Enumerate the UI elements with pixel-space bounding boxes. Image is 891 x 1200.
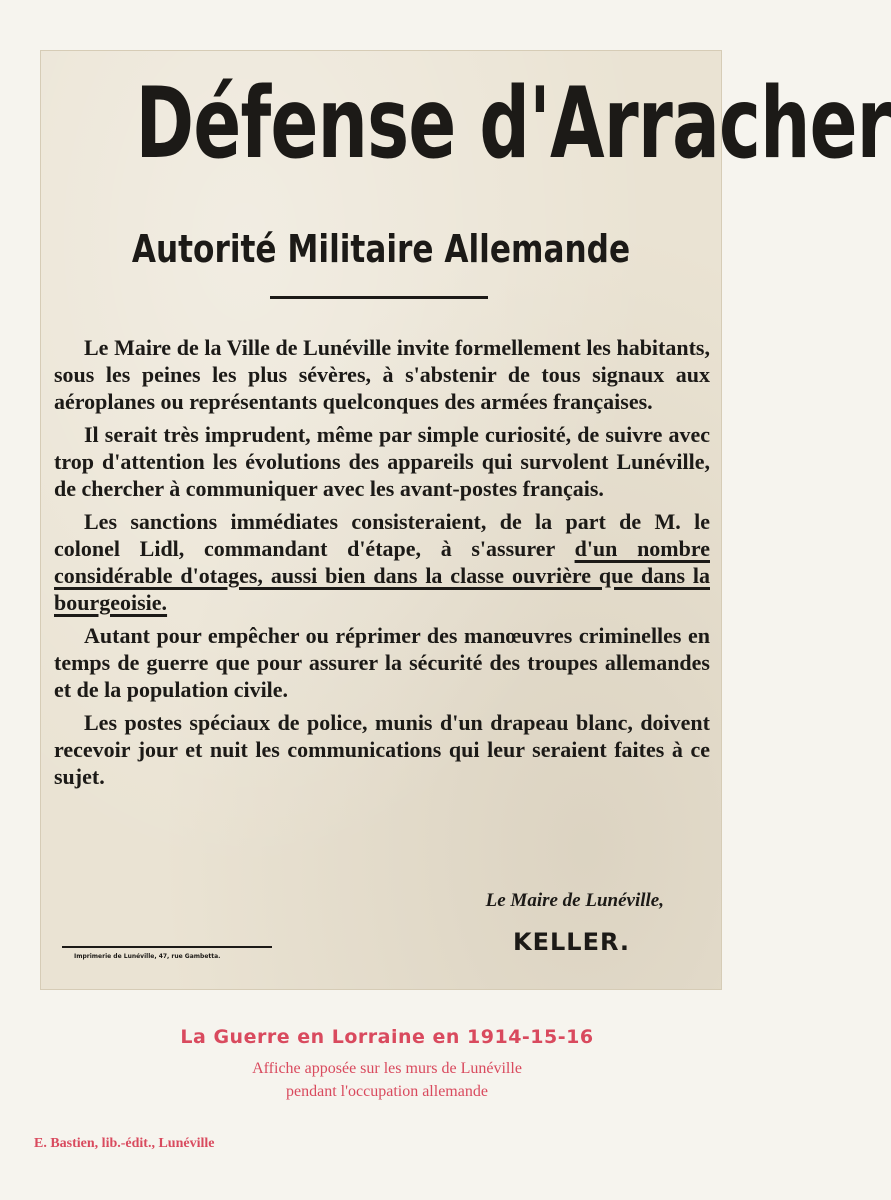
title-divider bbox=[270, 296, 488, 299]
paragraph-3: Autant pour empêcher ou réprimer des manœuvres criminelles en temps de guerre que pour assurer la sécurité des troupes allemandes et de la population civile. bbox=[54, 623, 710, 702]
poster bbox=[40, 50, 891, 990]
printer-note: Imprimerie de Lunéville, 47, rue Gambetta. bbox=[74, 953, 221, 960]
sanctions-underlined: d'un nombre considérable d'otages, aussi bien dans la classe ouvrière que dans la bourgeoisie. bbox=[54, 536, 710, 615]
publisher-credit: E. Bastien, lib.-édit., Lunéville bbox=[34, 1136, 215, 1151]
paragraph-4: Les postes spéciaux de police, munis d'un drapeau blanc, doivent recevoir jour et nuit les communications qui leur seraient faites à ce sujet. bbox=[54, 710, 710, 789]
poster-subtitle: Autorité Militaire Allemande bbox=[131, 227, 631, 271]
poster-body bbox=[54, 334, 710, 796]
signature-title: Le Maire de Lunéville, bbox=[485, 890, 664, 911]
paragraph-1: Le Maire de la Ville de Lunéville invite formellement les habitants, sous les peines les plus sévères, à s'abstenir de tous signaux aux aéroplanes ou représentants quelconques des armées françaises. bbox=[54, 335, 710, 414]
sanctions-intro: Les sanctions immédiates consisteraient, de la part de M. le colonel Lidl, commandant d'étape, à s'assurer bbox=[54, 509, 710, 561]
poster-title: Défense d'Arracher bbox=[135, 67, 891, 181]
paragraph-sanctions bbox=[54, 508, 710, 616]
printer-divider bbox=[62, 946, 272, 948]
caption-line-1: Affiche apposée sur les murs de Lunéville bbox=[252, 1060, 522, 1077]
caption-title: La Guerre en Lorraine en 1914-15-16 bbox=[180, 1026, 594, 1048]
signature-name: KELLER. bbox=[512, 928, 630, 956]
paragraph-2: Il serait très imprudent, même par simple curiosité, de suivre avec trop d'attention les évolutions des appareils qui survolent Lunéville, de chercher à communiquer avec les avant-postes français. bbox=[54, 422, 710, 501]
caption-line-2: pendant l'occupation allemande bbox=[286, 1083, 488, 1100]
